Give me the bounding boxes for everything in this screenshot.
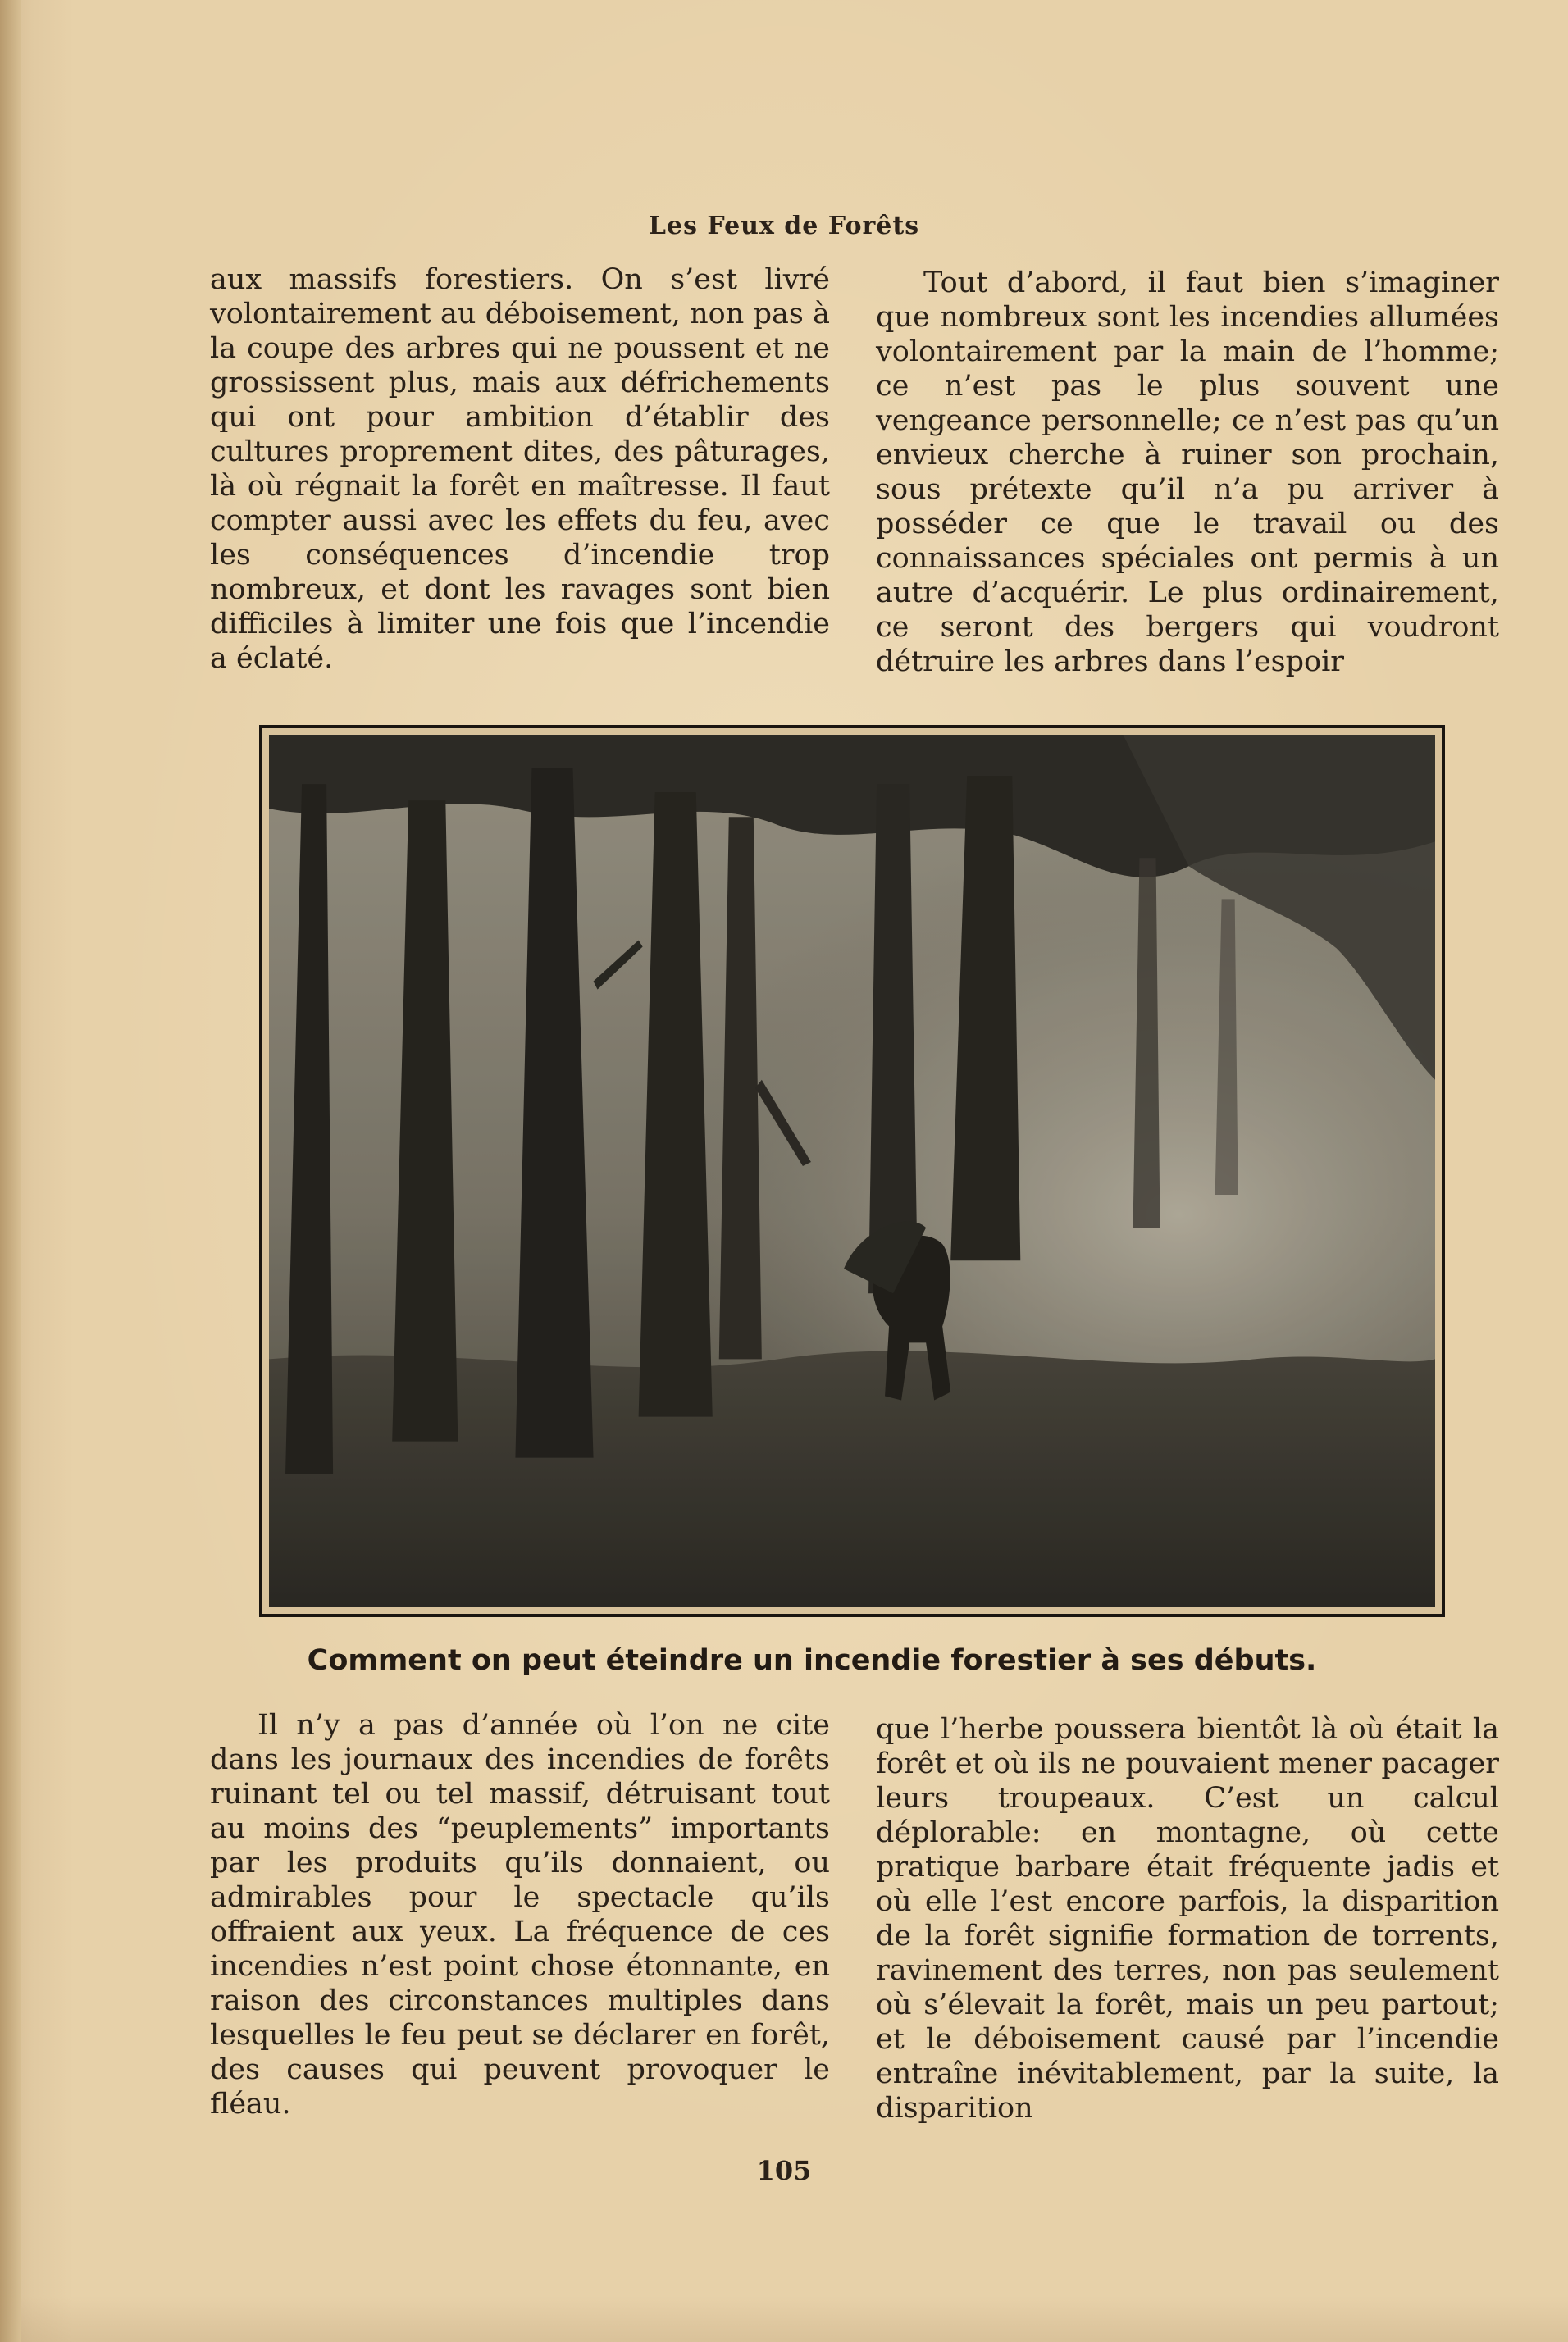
paragraph: Il n’y a pas d’année où l’on ne cite dans les journaux des incendies de forêts ruinant tel ou tel massif, détruisant tout au moins des “peuplements” importants par les produits qu’ils donnaient, ou admirables pour le spectacle qu’ils offraient aux yeux. La fréquence de ces incendies n’est point chose étonnante, en raison des circonstances multiples dans lesquelles le feu peut se déclarer en forêt, des causes qui peuvent provoquer le fléau. bbox=[210, 1709, 830, 2121]
paragraph: aux massifs forestiers. On s’est livré volontairement au déboisement, non pas à la coupe des arbres qui ne poussent et ne grossissent plus, mais aux défrichements qui ont pour ambition d’établir des cultures proprement dites, des pâturages, là où régnait la forêt en maîtresse. Il faut compter aussi avec les effets du feu, avec les conséquences d’incendie trop nombreux, et dont les ravages sont bien difficiles à limiter une fois que l’incendie a éclaté. bbox=[210, 263, 830, 675]
forest-fire-photograph bbox=[259, 725, 1445, 1617]
text-column-bottom-left bbox=[210, 1708, 830, 2121]
text-column-top-left bbox=[210, 262, 830, 676]
photo-caption: Comment on peut éteindre un incendie forestier à ses débuts. bbox=[307, 1644, 1317, 1677]
forest-photo-illustration bbox=[269, 735, 1435, 1607]
text-column-bottom-right bbox=[876, 1712, 1499, 2126]
page-number: 105 bbox=[756, 2155, 812, 2186]
text-column-top-right bbox=[876, 266, 1499, 679]
page-binding-edge bbox=[0, 0, 21, 2342]
paragraph: Tout d’abord, il faut bien s’imaginer que nombreux sont les incendies allumées volontairement par la main de l’homme; ce n’est pas le plus souvent une vengeance personnelle; ce n’est pas qu’un envieux cherche à ruiner son prochain, sous prétexte qu’il n’a pu arriver à posséder ce que le travail ou des connaissances spéciales ont permis à un autre d’acquérir. Le plus ordinairement, ce seront des bergers qui voudront détruire les arbres dans l’espoir bbox=[876, 267, 1499, 678]
paragraph: que l’herbe poussera bientôt là où était la forêt et où ils ne pouvaient mener pacager leurs troupeaux. C’est un calcul déplorable: en montagne, où cette pratique barbare était fréquente jadis et où elle l’est encore parfois, la disparition de la forêt signifie formation de torrents, ravinement des terres, non pas seulement où s’élevait la forêt, mais un peu partout; et le déboisement causé par l’incendie entraîne inévitablement, par la suite, la disparition bbox=[876, 1713, 1499, 2125]
running-title: Les Feux de Forêts bbox=[648, 212, 920, 240]
